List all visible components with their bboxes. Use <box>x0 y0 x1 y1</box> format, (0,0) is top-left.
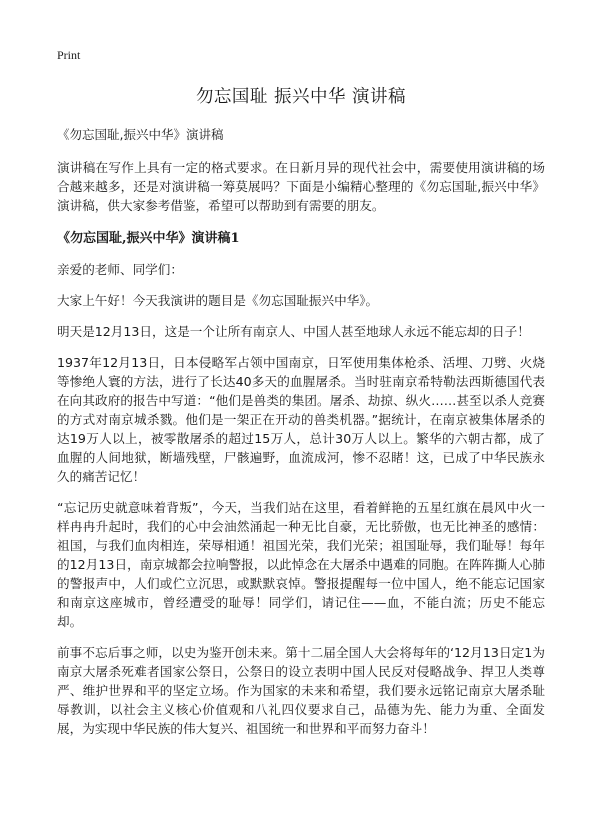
intro-paragraph: 演讲稿在写作上具有一定的格式要求。在日新月异的现代社会中，需要使用演讲稿的场合越来越多，还是对演讲稿一筹莫展吗？下面是小编精心整理的《勿忘国耻,振兴中华》演讲稿，供大家参考借鉴，希望可以帮助到有需要的朋友。 <box>57 160 545 213</box>
salutation-paragraph: 亲爱的老师、同学们： <box>57 262 183 277</box>
page-title: 勿忘国耻 振兴中华 演讲稿 <box>195 87 407 107</box>
remembrance-paragraph: “忘记历史就意味着背叛”，今天，当我们站在这里，看着鲜艳的五星红旗在晨风中火一样冉冉升起时，我们的心中会油然涌起一种无比自豪，无比骄傲，也无比神圣的感情：祖国，与我们血肉相连，荣辱相通！祖国光荣，我们光荣；祖国耻辱，我们耻辱！每年的12月13日，南京城都会拉响警报，以此悼念在大屠杀中遇难的同胞。在阵阵撕人心肺的警报声中，人们或伫立沉思，或默默哀悼。警报提醒每一位中国人，绝不能忘记国家和南京这座城市，曾经遭受的耻辱！同学们，请记住——血，不能白流；历史不能忘却。 <box>57 500 545 629</box>
history-paragraph: 1937年12月13日，日本侵略军占领中国南京，日军使用集体枪杀、活埋、刀劈、火烧等惨绝人寰的方法，进行了长达40多天的血腥屠杀。当时驻南京希特勒法西斯德国代表在向其政府的报告中写道：“他们是兽类的集团。屠杀、劫掠、纵火……甚至以杀人竞赛的方式对南京城杀戮。他们是一架正在开动的兽类机器。”据统计，在南京被集体屠杀的达19万人以上，被零散屠杀的超过15万人，总计30万人以上。繁华的六朝古都，成了血腥的人间地狱，断墙残壁，尸骸遍野，血流成河，惨不忍睹！这，已成了中华民族永久的痛苦记忆！ <box>57 355 545 484</box>
date-paragraph: 明天是12月13日，这是一个让所有南京人、中国人甚至地球人永远不能忘却的日子！ <box>57 324 530 339</box>
print-link[interactable]: Print <box>57 48 81 62</box>
closing-paragraph: 前事不忘后事之师，以史为鉴开创未来。第十二届全国人大会将每年的‘12月13日定1为南京大屠杀死难者国家公祭日，公祭日的设立表明中国人民反对侵略战争、捍卫人类尊严、维护世界和平的坚定立场。作为国家的未来和希望，我们要永远铭记南京大屠杀耻辱教训，以社会主义核心价值观和八礼四仪要求自己，品德为先、能力为重、全面发展，为实现中华民族的伟大复兴、祖国统一和世界和平而努力奋斗！ <box>57 645 545 736</box>
section-heading: 《勿忘国耻,振兴中华》演讲稿1 <box>57 231 240 246</box>
document-subtitle: 《勿忘国耻,振兴中华》演讲稿 <box>57 127 224 142</box>
greeting-paragraph: 大家上午好！今天我演讲的题目是《勿忘国耻振兴中华》。 <box>57 293 379 308</box>
